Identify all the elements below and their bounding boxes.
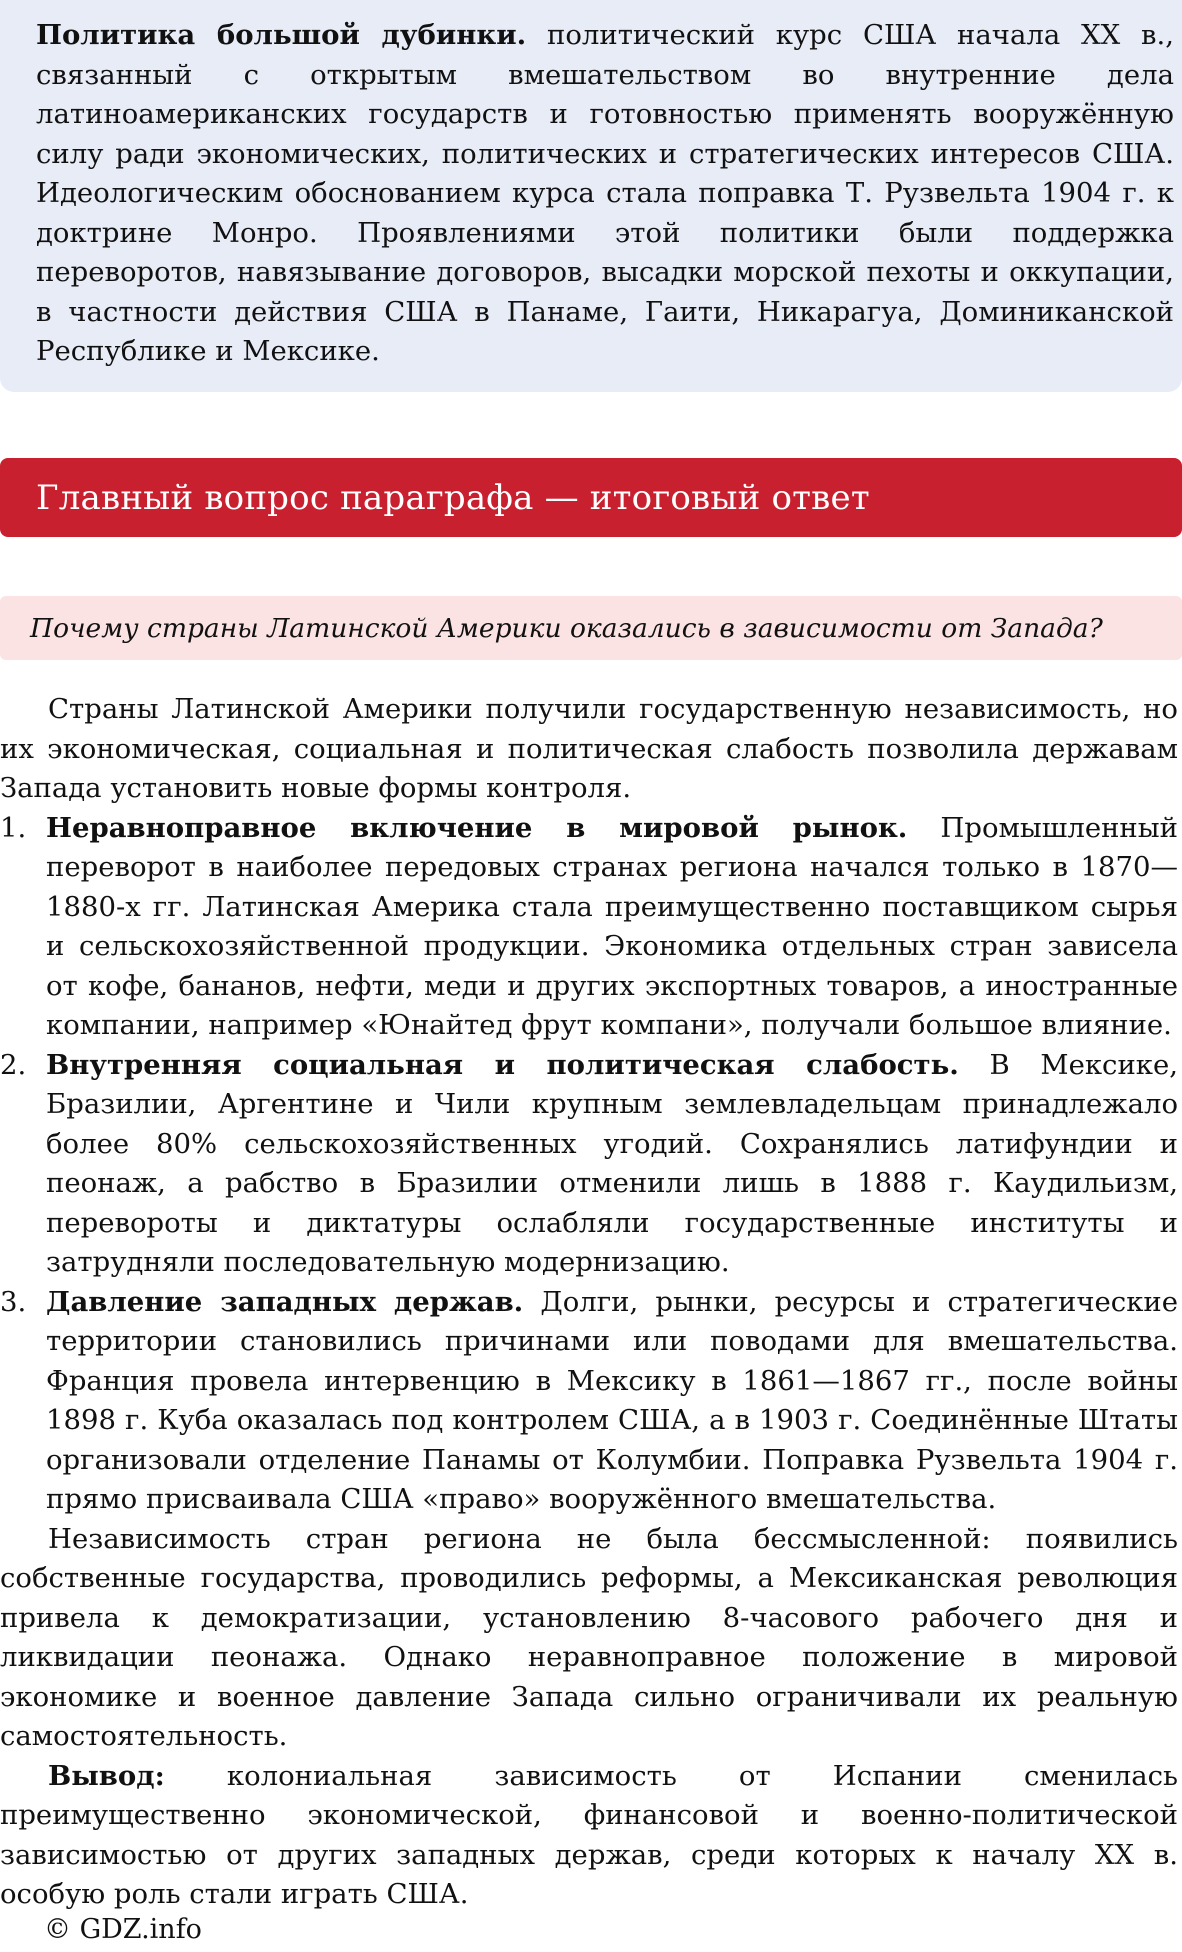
question-bar bbox=[0, 596, 1182, 660]
list-item-number: 1. bbox=[0, 811, 27, 844]
list-item-body bbox=[46, 809, 1178, 1046]
reasons-list bbox=[0, 809, 1178, 1520]
list-item-number: 2. bbox=[0, 1048, 27, 1081]
section-heading-bar bbox=[0, 458, 1182, 537]
conclusion-paragraph bbox=[0, 1757, 1178, 1915]
conclusion-text: колониальная зависимость от Испании сменилась преимущественно экономической, финансовой и военно-политической зависимостью от других западных держав, среди которых к началу XX в. особую роль стали играть США. bbox=[0, 1759, 1178, 1910]
definition-box bbox=[0, 0, 1182, 392]
list-item-number: 3. bbox=[0, 1285, 27, 1318]
list-item bbox=[0, 809, 1178, 1046]
definition-paragraph bbox=[36, 16, 1174, 372]
list-item-text: В Мексике, Бразилии, Аргентине и Чили крупным землевладельцам принадлежало более 80% сельскохозяйственных угодий. Сохранялись латифундии и пеонаж, а рабство в Бразилии отменили лишь в 1888 г. Каудильизм, перевороты и диктатуры ослабляли государственные институты и затрудняли последовательную модернизацию. bbox=[46, 1048, 1178, 1278]
answer-paragraph: Независимость стран региона не была бессмысленной: появились собственные государства, проводились реформы, а Мексиканская революция привела к демократизации, установлению 8-часового рабочего дня и ликвидации пеонажа. Однако неравноправное положение в мировой экономике и военное давление Запада сильно ограничивали их реальную самостоятельность. bbox=[0, 1522, 1178, 1752]
answer-intro: Страны Латинской Америки получили государственную независимость, но их экономическая, социальная и политическая слабость позволила державам Запада установить новые формы контроля. bbox=[0, 693, 1178, 804]
section-heading: Главный вопрос параграфа — итоговый ответ bbox=[36, 477, 870, 518]
conclusion-label: Вывод: bbox=[48, 1759, 165, 1792]
list-item-text: Долги, рынки, ресурсы и стратегические территории становились причинами или поводами для вмешательства. Франция провела интервенцию в Мексику в 1861—1867 гг., после войны 1898 г. Куба оказалась под контролем США, а в 1903 г. Соединённые Штаты организовали отделение Панамы от Колумбии. Поправка Рузвельта 1904 г. прямо присваивала США «право» вооружённого вмешательства. bbox=[46, 1285, 1178, 1515]
definition-term: Политика большой дубинки. bbox=[36, 19, 527, 51]
main-question: Почему страны Латинской Америки оказались в зависимости от Запада? bbox=[30, 612, 1103, 644]
definition-text: политический курс США начала XX в., связанный с открытым вмешательством во внутренние дела латиноамериканских государств и готовностью применять вооружённую силу ради экономических, политических и стратегических интересов США. Идеологическим обоснованием курса стала поправка Т. Рузвельта 1904 г. к доктрине Монро. Проявлениями этой политики были поддержка переворотов, навязывание договоров, высадки морской пехоты и оккупации, в частности действия США в Панаме, Гаити, Никарагуа, Доминиканской Республике и Мексике. bbox=[36, 19, 1174, 367]
list-item bbox=[0, 1283, 1178, 1520]
list-item-title: Давление западных держав. bbox=[46, 1285, 524, 1318]
copyright-footer: © GDZ.info bbox=[44, 1914, 202, 1945]
list-item-body bbox=[46, 1046, 1178, 1283]
answer-content bbox=[0, 690, 1178, 1915]
list-item-body bbox=[46, 1283, 1178, 1520]
list-item-title: Внутренняя социальная и политическая слабость. bbox=[46, 1048, 959, 1081]
list-item bbox=[0, 1046, 1178, 1283]
list-item-text: Промышленный переворот в наиболее передовых странах региона начался только в 1870—1880-х гг. Латинская Америка стала преимущественно поставщиком сырья и сельскохозяйственной продукции. Экономика отдельных стран зависела от кофе, бананов, нефти, меди и других экспортных товаров, а иностранные компании, например «Юнайтед фрут компани», получали большое влияние. bbox=[46, 811, 1178, 1041]
list-item-title: Неравноправное включение в мировой рынок. bbox=[46, 811, 908, 844]
